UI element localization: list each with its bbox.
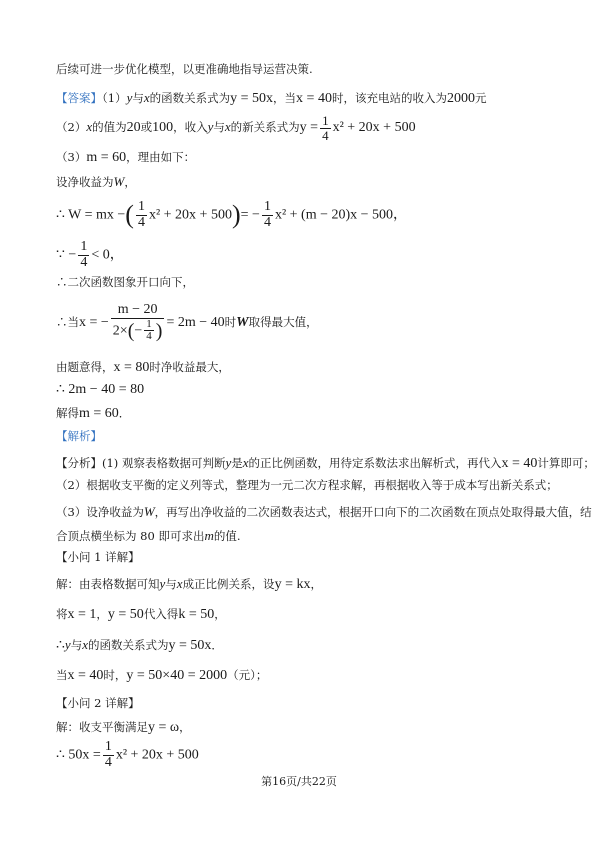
text: 【分析】(1) 观察表格数据可判断 (56, 456, 226, 470)
denominator: 4 (80, 254, 88, 270)
text: （3） (56, 150, 87, 164)
formula: y = (299, 120, 319, 136)
denominator (111, 319, 165, 343)
text: （3）设净收益为 (56, 505, 144, 519)
text: 时，该充电站的收入为 (331, 91, 447, 105)
formula: x² + 20x + 500 (148, 207, 232, 223)
formula: x = 1 (67, 607, 97, 622)
text: 解得 (56, 406, 79, 420)
text: ， (179, 720, 191, 734)
answer-line-3 (56, 150, 195, 167)
text: 将 (56, 607, 68, 621)
analysis-line-2: （2）根据收支平衡的定义列等式，整理为一元二次方程求解，再根据收入等于成本写出新关系式； (56, 478, 558, 492)
text: 计算即可； (537, 456, 595, 470)
numerator: 1 (146, 317, 152, 330)
text: （2） (56, 120, 87, 135)
paren-right: ) (155, 319, 163, 342)
formula: y = 50×40 = 2000 (126, 668, 228, 683)
formula: ∴ (56, 638, 65, 653)
text: ∴当 (56, 315, 79, 330)
text: 与 (132, 91, 144, 105)
analysis-tag: 【解析】 (56, 429, 102, 443)
opens-line: ∴二次函数图象开口向下， (56, 275, 194, 289)
formula: m = 60 (86, 150, 127, 165)
var: y (207, 119, 214, 135)
var: W (236, 315, 249, 331)
denominator: 4 (322, 127, 329, 143)
text: ， (96, 607, 108, 621)
text: 的值为 (92, 120, 127, 135)
numerator: 1 (104, 739, 112, 754)
paren-left: ( (125, 200, 134, 230)
value: 20 (126, 120, 141, 136)
formula: x = 40 (67, 668, 104, 683)
detail-1-line-2 (56, 607, 226, 624)
var: x (224, 119, 231, 135)
fraction-vertex (111, 303, 165, 343)
fraction-quarter (78, 240, 89, 270)
text: 设净收益为 (56, 175, 114, 189)
numerator: 1 (322, 113, 329, 128)
formula: ∵ − (56, 247, 77, 263)
text: 时净收益最大， (149, 360, 230, 374)
formula: x = 80 (113, 360, 150, 375)
formula: x² + (274, 207, 302, 223)
value: 100 (152, 120, 174, 136)
text: （1） (102, 91, 127, 105)
text: 的新关系式为 (230, 120, 300, 135)
formula: = 2m − 40 (166, 315, 225, 331)
text: （元）； (227, 668, 268, 682)
intro-text: 后续可进一步优化模型，以更准确地指导运营决策. (56, 62, 313, 76)
var: x (176, 576, 183, 591)
denominator: 4 (146, 330, 152, 343)
answer-line-1 (56, 90, 486, 108)
text: 与 (213, 120, 225, 135)
formula: y = 50x (168, 638, 212, 653)
answer-tag: 【答案】 (56, 91, 102, 105)
text: 取得最大值， (248, 315, 318, 330)
formula: = − (240, 207, 260, 223)
text: ， (124, 175, 136, 189)
text: 或 (140, 120, 153, 135)
analysis-line-1 (56, 455, 595, 473)
var: y (159, 576, 166, 591)
formula: − (134, 322, 143, 338)
text: 是 (231, 456, 243, 470)
var: W (113, 174, 125, 189)
given-line (56, 360, 230, 377)
text: 合顶点横坐标为 80 即可求出 (56, 529, 205, 543)
var: x (82, 637, 88, 652)
fraction-quarter (103, 740, 114, 770)
set-net-income (56, 174, 136, 190)
numerator: 1 (137, 199, 145, 214)
formula: x − 500 (350, 207, 394, 223)
text: ， (393, 207, 408, 223)
text: ，再写出净收益的二次函数表达式，根据开口向下的二次函数在顶点处取得最大值，结 (154, 505, 592, 519)
paren-left: ( (127, 319, 135, 342)
numerator: 1 (80, 239, 88, 254)
detail-2-line-1 (56, 720, 191, 737)
since-line (56, 240, 124, 270)
text: 解：收支平衡满足 (56, 720, 148, 734)
text: ， (214, 607, 226, 621)
text: ． (211, 638, 223, 652)
formula: x = 40 (501, 456, 538, 471)
text: 与 (70, 638, 83, 652)
formula: y = kx (274, 577, 311, 592)
analysis-line-3 (56, 504, 592, 520)
denominator: 4 (104, 754, 112, 770)
text: 成正比例关系，设 (182, 577, 275, 591)
formula: x = 40 (296, 91, 332, 106)
var: W (143, 504, 155, 519)
text: ，当 (273, 91, 297, 105)
text: ，收入 (173, 120, 208, 135)
numerator: m − 20 (111, 303, 165, 319)
var: x (143, 90, 150, 105)
denominator: 4 (263, 214, 271, 230)
text: 由题意得， (56, 360, 114, 374)
var: y (64, 637, 71, 652)
formula: y = ω (148, 720, 180, 735)
text: 时， (103, 668, 127, 682)
text: 解：由表格数据可知 (56, 577, 160, 591)
text: 与 (165, 577, 177, 591)
formula: k = 50 (178, 607, 215, 622)
text: 代入得 (143, 607, 179, 621)
sub-question-1-heading: 【小问 1 详解】 (56, 550, 140, 564)
formula: y = 50 (107, 607, 144, 622)
page-footer: 第16页/共22页 (261, 775, 337, 788)
text: 时 (224, 315, 237, 330)
formula: ∴ W = mx − (56, 207, 126, 223)
fraction-quarter (136, 200, 147, 230)
detail-1-line-1 (56, 576, 322, 594)
var: x (86, 119, 93, 135)
detail-2-line-2 (56, 740, 199, 770)
text: ，理由如下： (126, 150, 196, 164)
fraction-quarter (262, 200, 273, 230)
text: 的函数关系式为 (149, 91, 231, 105)
formula: y = 50x (230, 91, 274, 106)
equation-line: ∴ 2m − 40 = 80 (56, 382, 145, 397)
denominator: 4 (137, 214, 145, 230)
text: 的正比例函数，用待定系数法求出解析式，再代入 (248, 456, 502, 470)
analysis-line-4 (56, 528, 241, 544)
var: m (204, 528, 214, 543)
solve-line (56, 406, 130, 423)
sub-question-2-heading: 【小问 2 详解】 (56, 696, 140, 710)
w-formula-line (56, 200, 407, 230)
answer-line-2 (56, 114, 416, 142)
formula: x² + 20x + 500 (115, 747, 199, 763)
vertex-line (56, 303, 318, 343)
formula: < 0， (91, 247, 124, 263)
var: x (242, 455, 249, 470)
text: ， (310, 577, 322, 591)
formula: x² + 20x + 500 (332, 120, 416, 136)
text: 元 (474, 91, 487, 105)
formula: ∴ 50x = (56, 747, 101, 763)
value: 2000 (446, 91, 475, 106)
text: 的函数关系式为 (87, 638, 169, 652)
var: y (225, 455, 232, 470)
text: 当 (56, 668, 68, 682)
text: 的值. (213, 529, 241, 543)
var: y (126, 90, 133, 105)
fraction-quarter (144, 319, 154, 343)
text: ． (118, 406, 131, 420)
formula: (m − 20) (301, 207, 351, 223)
fraction-quarter (320, 114, 331, 142)
formula: x = − (79, 315, 109, 331)
paren-right: ) (231, 200, 241, 230)
numerator: 1 (263, 199, 271, 214)
detail-1-line-3 (56, 637, 223, 655)
formula: m = 60 (79, 406, 119, 421)
detail-1-line-4 (56, 668, 267, 685)
formula: 2× (112, 322, 128, 338)
